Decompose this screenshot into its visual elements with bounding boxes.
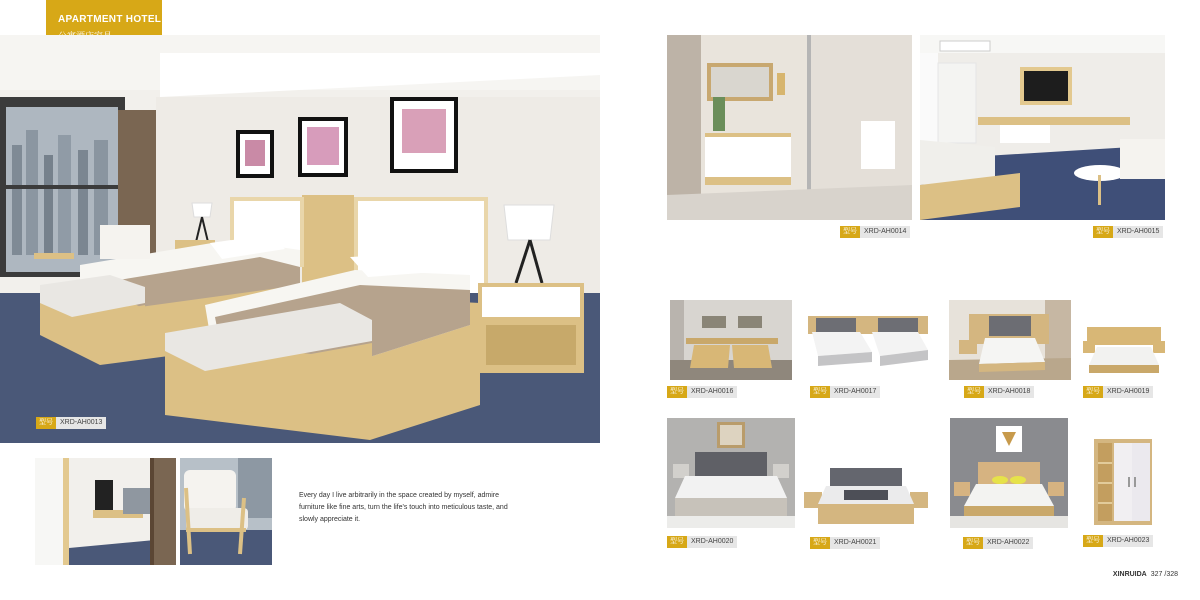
model-label: 型号: [1083, 386, 1103, 398]
description-text: Every day I live arbitrarily in the space created by myself, admire furniture like fine arts, turn the life's touch into meticulous taste, and slowly appreciate it.: [299, 492, 508, 523]
model-code: XRD-AH0023: [1103, 535, 1153, 547]
model-label: 型号: [1083, 535, 1103, 547]
model-label: 型号: [667, 386, 687, 398]
main-room-photo: [0, 35, 600, 443]
product-photo-ah0022: [950, 418, 1068, 528]
product-photo-bathroom: [667, 35, 912, 220]
model-code: XRD-AH0022: [983, 537, 1033, 549]
category-title: APARTMENT HOTEL: [58, 14, 162, 25]
product-photo-ah0020: [667, 418, 795, 528]
model-label: 型号: [840, 226, 860, 238]
model-code: XRD-AH0014: [860, 226, 910, 238]
product-photo-ah0019: [1083, 325, 1165, 377]
model-code: XRD-AH0015: [1113, 226, 1163, 238]
product-photo-desk-room: [920, 35, 1165, 220]
product-tag: [1083, 386, 1153, 398]
model-code: XRD-AH0016: [687, 386, 737, 398]
product-tag: [667, 536, 737, 548]
detail-photo-armchair: [180, 458, 272, 565]
model-label: 型号: [667, 536, 687, 548]
product-tag: [36, 417, 106, 429]
model-label: 型号: [36, 417, 56, 429]
model-code: XRD-AH0017: [830, 386, 880, 398]
product-photo-ah0021: [804, 466, 928, 526]
detail-photo-wardrobe: [35, 458, 176, 565]
product-tag: [1083, 535, 1153, 547]
model-code: XRD-AH0019: [1103, 386, 1153, 398]
product-tag: [810, 386, 880, 398]
model-label: 型号: [964, 386, 984, 398]
product-photo-ah0018: [949, 300, 1071, 380]
model-code: XRD-AH0021: [830, 537, 880, 549]
model-code: XRD-AH0013: [56, 417, 106, 429]
product-photo-ah0017: [806, 312, 930, 366]
model-label: 型号: [810, 386, 830, 398]
model-label: 型号: [963, 537, 983, 549]
product-tag: [1093, 226, 1163, 238]
product-tag: [810, 537, 880, 549]
model-label: 型号: [1093, 226, 1113, 238]
page-footer: [1113, 571, 1178, 578]
brand-name: XINRUIDA: [1112, 571, 1147, 578]
page-numbers: 327 /328: [1150, 571, 1178, 578]
product-tag: [963, 537, 1033, 549]
product-tag: [667, 386, 737, 398]
model-code: XRD-AH0018: [984, 386, 1034, 398]
product-tag: [840, 226, 910, 238]
product-tag: [964, 386, 1034, 398]
model-code: XRD-AH0020: [687, 536, 737, 548]
product-photo-ah0016: [670, 300, 792, 380]
model-label: 型号: [810, 537, 830, 549]
product-photo-ah0023: [1092, 437, 1154, 527]
